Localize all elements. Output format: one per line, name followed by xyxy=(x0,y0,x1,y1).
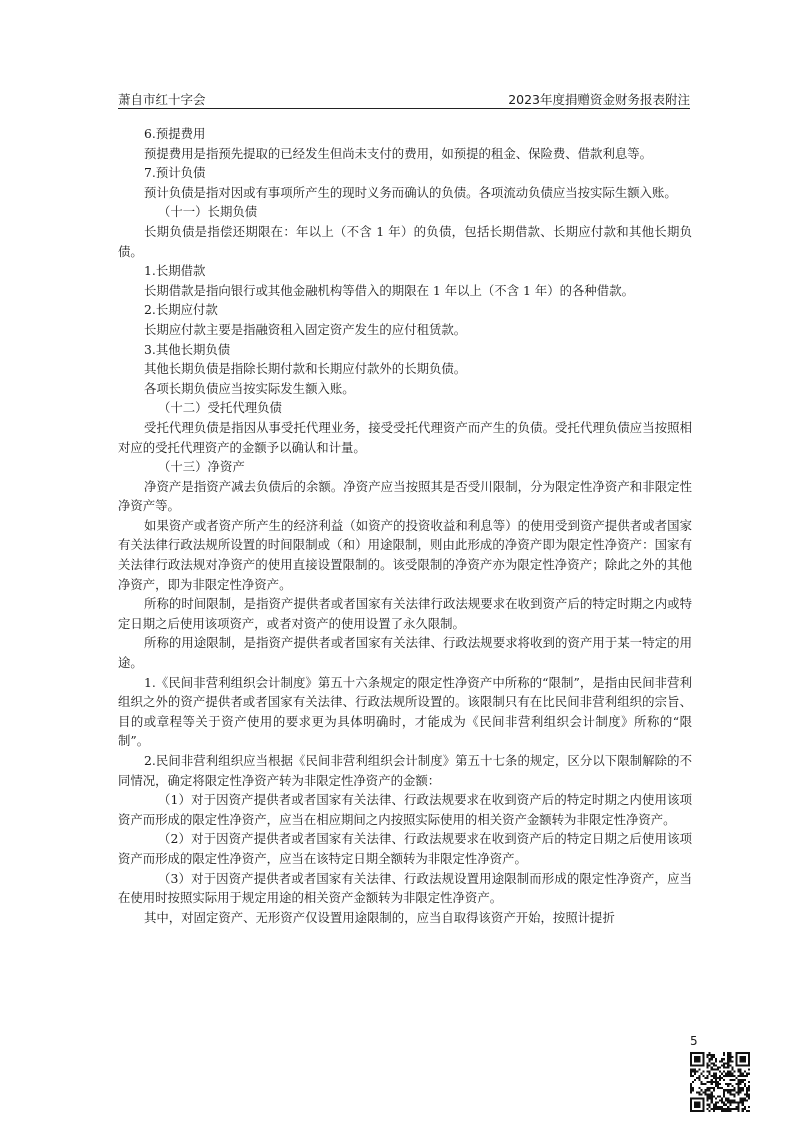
paragraph: 1.长期借款 xyxy=(144,263,206,279)
paragraph: （十三）净资产 xyxy=(158,459,245,475)
paragraph: 所称的时间限制，是指资产提供者或者国家有关法律行政法规要求在收到资产后的特定时期之内或特定日期之后使用该项资产，或者对资产的使用设置了永久限制。 xyxy=(118,596,692,631)
paragraph: （2）对于因资产提供者或者国家有关法律、行政法规要求在收到资产后的特定日期之后使用该项资产而形成的限定性净资产，应当在该特定日期全额转为非限定性净资产。 xyxy=(118,831,692,866)
paragraph: 2.长期应付款 xyxy=(144,302,218,318)
document-body xyxy=(118,124,692,927)
paragraph: 受托代理负债是指因从事受托代理业务，接受受托代理资产而产生的负债。受托代理负债应当按照相对应的受托代理资产的金额予以确认和计量。 xyxy=(118,419,692,455)
page-number: 5 xyxy=(690,1034,698,1048)
paragraph: 净资产是指资产减去负债后的余额。净资产应当按照其是否受川限制，分为限定性净资产和非限定性净资产等。 xyxy=(118,478,692,514)
paragraph: 各项长期负债应当按实际发生额入账。 xyxy=(144,380,355,396)
paragraph: 其他长期负债是指除长期付款和长期应付款外的长期负债。 xyxy=(144,361,467,377)
paragraph: （1）对于因资产提供者或者国家有关法律、行政法规要求在收到资产后的特定时期之内使用该项资产而形成的限定性净资产，应当在相应期间之内按照实际使用的相关资产金额转为非限定性净资产。 xyxy=(118,792,692,827)
paragraph: （十二）受托代理负债 xyxy=(158,400,282,416)
paragraph: 如果资产或者资产所产生的经济利益（如资产的投资收益和利息等）的使用受到资产提供者或者国家有关法律行政法规所设置的时间限制或（和）用途限制，则由此形成的净资产即为限定性净资产：国家有关法律行政法规对净资产的使用直接设置限制的。该受限制的净资产亦为限定性净资产；除此之外的其他净资产，即为非限定性净资产。 xyxy=(118,517,692,592)
paragraph: （3）对于因资产提供者或者国家有关法律、行政法规设置用途限制而形成的限定性净资产，应当在使用时按照实际用于规定用途的相关资产金额转为非限定性净资产。 xyxy=(118,870,692,906)
paragraph: 7.预计负债 xyxy=(144,165,206,181)
qr-code-icon xyxy=(690,1052,750,1112)
paragraph: 2.民间非营利组织应当根据《民间非营利组织会计制度》第五十七条的规定，区分以下限制解除的不同情况，确定将限定性净资产转为非限定性净资产的金额： xyxy=(118,753,692,788)
paragraph: 预计负债是指对因或有事项所产生的现时义务而确认的负债。各项流动负债应当按实际生额入账。 xyxy=(144,184,677,200)
paragraph: 3.其他长期负债 xyxy=(144,341,231,357)
paragraph: （十一）长期负债 xyxy=(158,204,258,220)
paragraph: 其中，对固定资产、无形资产仅设置用途限制的，应当自取得该资产开始，按照计提折 xyxy=(144,909,615,925)
paragraph: 长期借款是指向银行或其他金融机构等借入的期限在 1 年以上（不含 1 年）的各种借款。 xyxy=(144,282,634,298)
paragraph: 长期负债是指偿还期限在：年以上（不含 1 年）的负债，包括长期借款、长期应付款和其他长期负债。 xyxy=(118,223,692,259)
header-report-title: 2023年度捐赠资金财务报表附注 xyxy=(508,92,690,107)
page-header xyxy=(118,88,690,109)
paragraph: 长期应付款主要是指融资租入固定资产发生的应付租赁款。 xyxy=(144,321,467,337)
paragraph: 1.《民间非营利组织会计制度》第五十六条规定的限定性净资产中所称的“限制”，是指由民间非营利组织之外的资产提供者或者国家有关法律、行政法规所设置的。该限制只有在比民间非营利组织的宗旨、目的或章程等关于资产使用的要求更为具体明确时，才能成为《民间非营利组织会计制度》所称的“限制”。 xyxy=(118,674,692,749)
paragraph: 6.预提费用 xyxy=(144,126,206,141)
paragraph: 所称的用途限制，是指资产提供者或者国家有关法律、行政法规要求将收到的资产用于某一特定的用途。 xyxy=(118,635,692,671)
paragraph: 预提费用是指预先提取的已经发生但尚未支付的费用，如预提的租金、保险费、借款利息等。 xyxy=(144,145,653,161)
header-org-name: 萧自市红十字会 xyxy=(118,92,206,107)
